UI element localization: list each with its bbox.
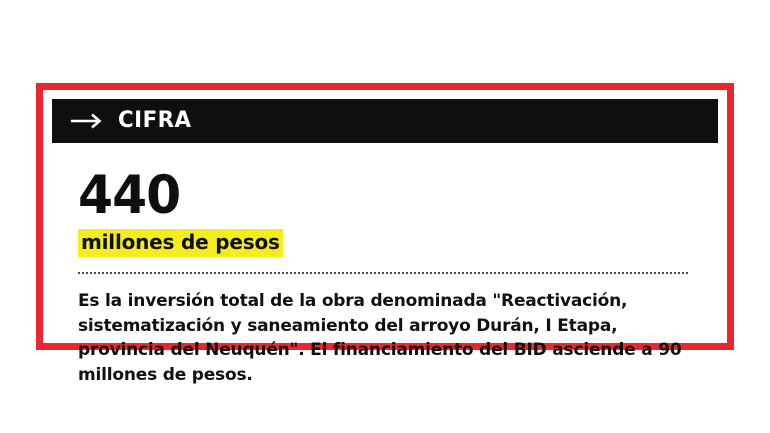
card-header-title: CIFRA	[118, 108, 192, 133]
figure-unit-wrapper	[78, 229, 696, 257]
figure-value: 440	[78, 165, 181, 226]
card-body	[52, 165, 718, 388]
cifra-card-inner	[43, 90, 727, 385]
card-description: Es la inversión total de la obra denominada "Reactivación, sistematización y saneamiento del arroyo Durán, I Etapa, provincia del Neuquén". El financiamiento del BID asciende a 90 millones de pesos.	[78, 291, 682, 385]
arrow-right-icon	[70, 112, 104, 130]
figure-unit-highlight: millones de pesos	[78, 229, 283, 257]
dotted-divider	[78, 272, 688, 276]
cifra-card	[36, 83, 734, 385]
card-header-bar	[52, 99, 718, 143]
